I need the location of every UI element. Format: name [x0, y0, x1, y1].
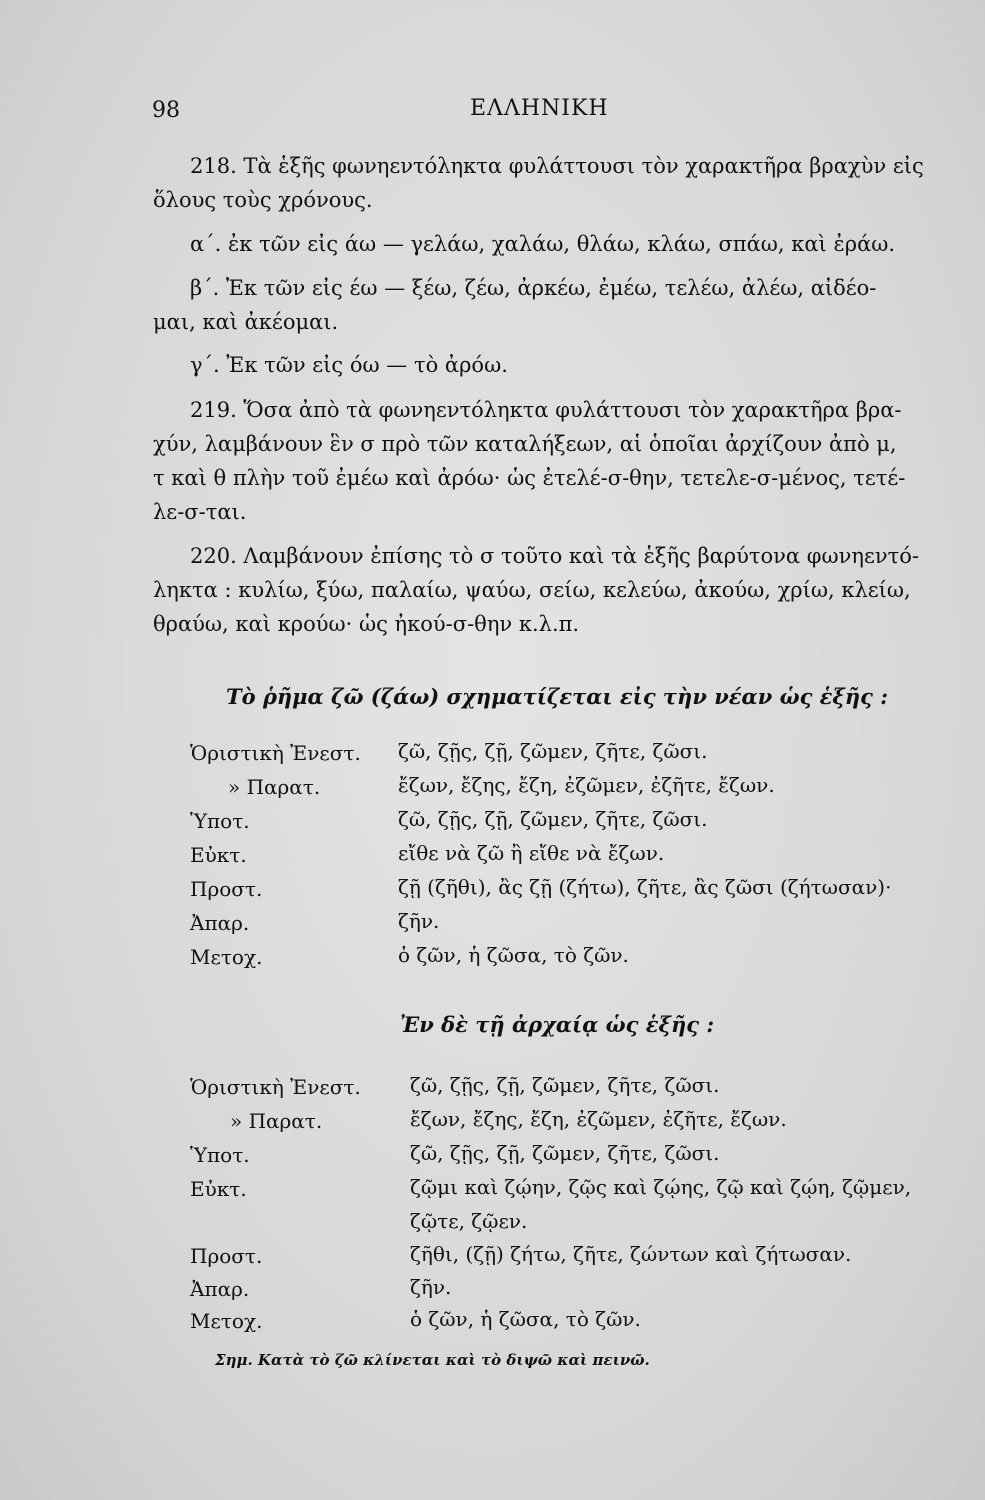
row-label: Ὑποτ.	[190, 1143, 250, 1167]
row-forms: ζῇ (ζῆθι), ἂς ζῇ (ζήτω), ζῆτε, ἂς ζῶσι (ζήτωσαν)·	[398, 875, 892, 899]
row-label: Εὐκτ.	[190, 1177, 247, 1201]
row-forms: ζῶ, ζῇς, ζῇ, ζῶμεν, ζῆτε, ζῶσι.	[410, 1073, 720, 1097]
text-line: α΄. ἐκ τῶν εἰς άω — γελάω, χαλάω, θλάω, κλάω, σπάω, καὶ ἐράω.	[190, 232, 896, 256]
text-line: χύν, λαμβάνουν ἓν σ πρὸ τῶν καταλήξεων, αἱ ὁποῖαι ἀρχίζουν ἀπὸ μ,	[153, 432, 897, 456]
text-line: τ καὶ θ πλὴν τοῦ ἐμέω καὶ ἀρόω· ὡς ἐτελέ-σ-θην, τετελε-σ-μένος, τετέ-	[153, 466, 906, 490]
text-line: θραύω, καὶ κρούω· ὡς ἠκού-σ-θην κ.λ.π.	[153, 612, 580, 636]
row-forms: ζῶ, ζῇς, ζῇ, ζῶμεν, ζῆτε, ζῶσι.	[398, 739, 708, 763]
text-line: ληκτα : κυλίω, ξύω, παλαίω, ψαύω, σείω, κελεύω, ἀκούω, χρίω, κλείω,	[153, 578, 911, 602]
row-label: Μετοχ.	[190, 945, 263, 969]
row-label: Ὑποτ.	[190, 809, 250, 833]
row-forms: ζῆν.	[398, 909, 440, 933]
section-heading-ancient: Ἐν δὲ τῇ ἀρχαίᾳ ὡς ἑξῆς :	[400, 1012, 715, 1037]
text-line: μαι, καὶ ἀκέομαι.	[153, 310, 339, 334]
row-forms: ζῆθι, (ζῇ) ζήτω, ζῆτε, ζώντων καὶ ζήτωσαν.	[410, 1242, 852, 1266]
row-forms: ἔζων, ἔζης, ἔζη, ἐζῶμεν, ἐζῆτε, ἔζων.	[410, 1107, 787, 1131]
running-title: ΕΛΛΗΝΙΚΗ	[470, 96, 609, 121]
footnote: Σημ. Κατὰ τὸ ζῶ κλίνεται καὶ τὸ διψῶ καὶ πεινῶ.	[215, 1351, 650, 1369]
row-label: Μετοχ.	[190, 1309, 263, 1333]
row-forms: ζῶ, ζῇς, ζῇ, ζῶμεν, ζῆτε, ζῶσι.	[410, 1141, 720, 1165]
row-forms: ὁ ζῶν, ἡ ζῶσα, τὸ ζῶν.	[398, 943, 629, 967]
text-line: 219. Ὅσα ἀπὸ τὰ φωνηεντόληκτα φυλάττουσι τὸν χαρακτῆρα βρα-	[190, 398, 902, 422]
row-forms: ὁ ζῶν, ἡ ζῶσα, τὸ ζῶν.	[410, 1307, 641, 1331]
row-label: Ἀπαρ.	[190, 911, 250, 935]
row-forms: ἔζων, ἔζης, ἔζη, ἐζῶμεν, ἐζῆτε, ἔζων.	[398, 773, 775, 797]
row-forms-continued: ζῷτε, ζῷεν.	[410, 1209, 528, 1233]
row-label: Ὁριστικὴ Ἐνεστ.	[190, 741, 361, 765]
text-line: ὅλους τοὺς χρόνους.	[153, 188, 373, 212]
row-forms: ζῆν.	[410, 1275, 452, 1299]
page-number: 98	[152, 98, 180, 123]
row-forms: ζῶ, ζῇς, ζῇ, ζῶμεν, ζῆτε, ζῶσι.	[398, 807, 708, 831]
row-forms: ζῷμι καὶ ζῴην, ζῷς καὶ ζῴης, ζῷ καὶ ζῴη, ζῷμεν,	[410, 1175, 912, 1199]
row-label: » Παρατ.	[228, 775, 321, 799]
row-label: Προστ.	[190, 877, 263, 901]
row-label: » Παρατ.	[230, 1109, 323, 1133]
row-forms: εἴθε νὰ ζῶ ἢ εἴθε νὰ ἔζων.	[398, 841, 665, 865]
text-line: λε-σ-ται.	[153, 500, 247, 524]
text-line: 220. Λαμβάνουν ἐπίσης τὸ σ τοῦτο καὶ τὰ ἑξῆς βαρύτονα φωνηεντό-	[190, 544, 919, 568]
row-label: Ἀπαρ.	[190, 1277, 250, 1301]
text-line: β΄. Ἐκ τῶν εἰς έω — ξέω, ζέω, ἀρκέω, ἐμέω, τελέω, ἀλέω, αἰδέο-	[190, 276, 877, 300]
text-line: 218. Τὰ ἑξῆς φωνηεντόληκτα φυλάττουσι τὸν χαρακτῆρα βραχὺν εἰς	[190, 154, 924, 178]
section-heading-modern: Τὸ ῥῆμα ζῶ (ζάω) σχηματίζεται εἰς τὴν νέαν ὡς ἑξῆς :	[226, 684, 888, 709]
text-line: γ΄. Ἐκ τῶν εἰς όω — τὸ ἀρόω.	[190, 353, 508, 377]
row-label: Εὐκτ.	[190, 843, 247, 867]
row-label: Προστ.	[190, 1244, 263, 1268]
row-label: Ὁριστικὴ Ἐνεστ.	[190, 1075, 361, 1099]
